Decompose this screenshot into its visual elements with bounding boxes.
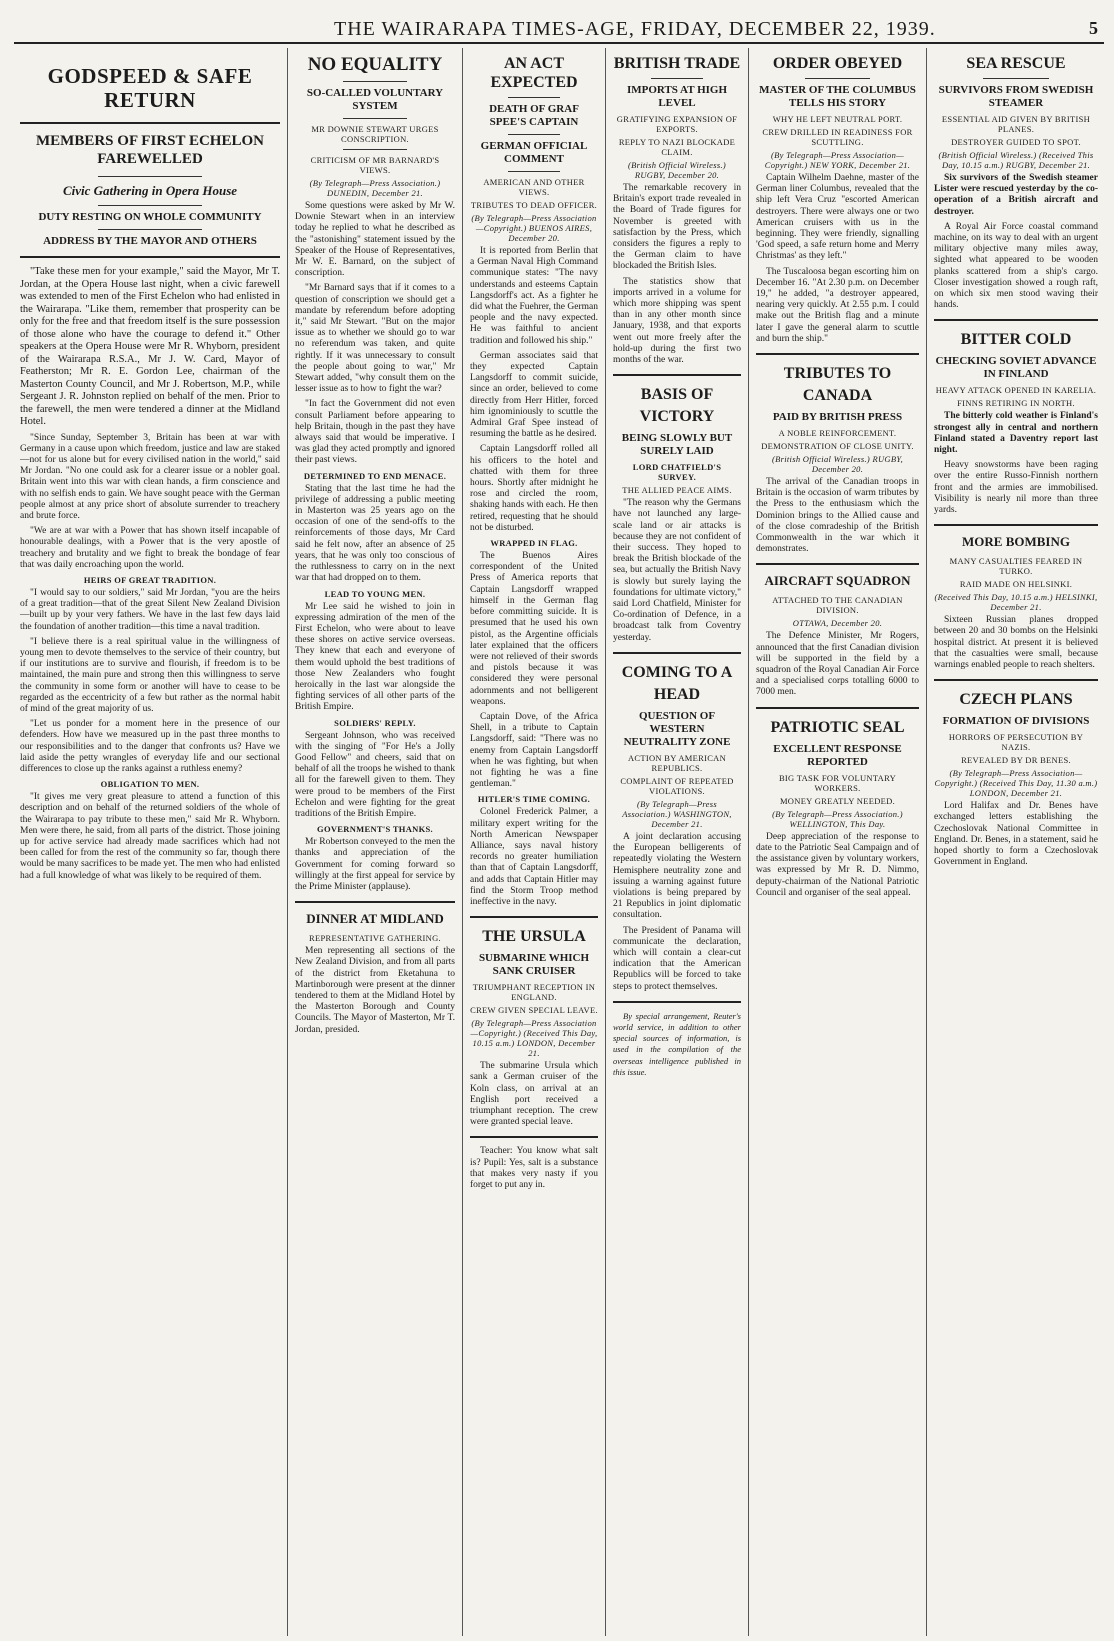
subhead: MASTER OF THE COLUMBUS TELLS HIS STORY: [759, 84, 916, 109]
headline-tributes-to-canada: TRIBUTES TO CANADA: [783, 365, 892, 405]
paragraph: Sixteen Russian planes dropped between 20 and 30 bombs on the Helsinki hospital district. At present it is believed that the casualties were small, because warnings enabled people to reach shelters.: [934, 615, 1098, 671]
dateline: (British Official Wireless.) RUGBY, December 20.: [627, 160, 727, 180]
headline-dinner: DINNER AT MIDLAND: [306, 911, 444, 927]
subhead: FORMATION OF DIVISIONS: [942, 715, 1090, 728]
subhead: PAID BY BRITISH PRESS: [772, 411, 903, 424]
divider: [20, 122, 280, 124]
paragraph: "Mr Barnard says that if it comes to a question of conscription we should get a mandate by referendum before adopting it," said Mr Stewart. "But on the major issue as to whether we should go to war no referendum was taken, and quite rightly. If it was unnecessary to consult the people about going to war," Mr Stewart added, "why consult them on the lesser issue as to how to fight the war?: [295, 283, 455, 395]
column-5: [750, 48, 925, 1636]
newspaper-title: THE WAIRARAPA TIMES-AGE, FRIDAY, DECEMBER 22, 1939.: [334, 18, 936, 40]
divider: [343, 118, 407, 119]
paragraph: "In fact the Government did not even consult Parliament before appearing to help Britain, though in the past they have always said that would be imperative. I was glad they acted promptly and ignored their past views.: [295, 399, 455, 466]
paragraph: Colonel Frederick Palmer, a military expert writing for the North American Newspaper Alliance, says naval history records no greater humiliation than that of Captain Langsdorff, and adds that Captain Hitler may find the Storm Troop method ineffective in the navy.: [470, 807, 598, 907]
column-rule: [287, 48, 288, 1636]
divider: [98, 176, 202, 177]
divider: [756, 563, 919, 565]
headline-patriotic-seal: PATRIOTIC SEAL: [770, 718, 905, 736]
paragraph: Some questions were asked by Mr W. Downie Stewart when in an interview today he replied to what he described as the "astonishing" statement issued by the Speaker of the House of Representatives, Mr W. E. Barnard, on the subject of conscription.: [295, 201, 455, 279]
subhead-address: ADDRESS BY THE MAYOR AND OTHERS: [43, 235, 257, 247]
paragraph: The remarkable recovery in Britain's export trade revealed in the Board of Trade figures for November is greeted with satisfaction by the Press, which considers the figures a reply to the German claim to have blockaded the British Isles.: [613, 183, 741, 272]
divider: [756, 707, 919, 709]
kicker: MR DOWNIE STEWART URGES CONSCRIPTION.: [311, 124, 439, 144]
subhead: CHECKING SOVIET ADVANCE IN FINLAND: [935, 355, 1097, 381]
dateline: (By Telegraph—Press Association—Copyright.) (Received This Day, 11.30 a.m.) LONDON, December 21.: [934, 768, 1098, 799]
column-rule: [748, 48, 749, 1636]
paragraph: "I believe there is a real spiritual value in the willingness of young men to devote themselves to the service of their country, but if our institutions are to survive and flourish, if freedom is to be maintained, the main pure and strong then this willingness to serve the community in some form or another will have to cease to be regarded as the eccentricity of a few but rather as the normal habit of mind of the great majority of us.: [20, 636, 280, 714]
kicker: HEAVY ATTACK OPENED IN KARELIA.: [935, 385, 1097, 396]
kicker: BIG TASK FOR VOLUNTARY WORKERS.: [778, 772, 897, 793]
divider: [805, 78, 870, 79]
divider: [295, 901, 455, 903]
paragraph: A joint declaration accusing the European belligerents of repeatedly violating the Western Hemisphere neutrality zone and issuing a warning against future violations is being prepared by 21 Republics in joint diplomatic consultation.: [613, 831, 741, 921]
kicker: MONEY GREATLY NEEDED.: [779, 795, 896, 806]
kicker: ESSENTIAL AID GIVEN BY BRITISH PLANES.: [941, 114, 1091, 134]
paragraph: Captain Wilhelm Daehne, master of the German liner Columbus, revealed that the ship left Vera Cruz "escorted American destroyers. There were always one or two American cruisers with us in the beginning. They were friendly, signalling 'God speed, a safe return home and Merry Christmas' as they left.": [756, 173, 919, 262]
paragraph: It is reported from Berlin that a German Naval High Command communique states: "The navy understands and esteems Captain Langsdorff's act. As a fighter he did what the Fuehrer, the German people and the navy expected. He was faithful to ancient tradition and followed his ship.": [470, 246, 598, 346]
column-1: [14, 48, 286, 1636]
column-2: [289, 48, 461, 1636]
paragraph: A Royal Air Force coastal command machine, on its way to deal with an urgent military objective many miles away, sighted what appeared to be wooden planks scattered from a ship's cargo. Closer investigation showed a rough raft, on which six men stood waving their hands.: [934, 221, 1098, 311]
kicker: ATTACHED TO THE CANADIAN DIVISION.: [772, 595, 903, 616]
dateline: (By Telegraph—Press Association—Copyright.) BUENOS AIRES, December 20.: [471, 213, 597, 243]
column-6: [928, 48, 1104, 1636]
headline-more-bombing: MORE BOMBING: [962, 534, 1070, 550]
dateline: (By Telegraph—Press Association.) DUNEDIN, December 21.: [309, 178, 441, 198]
divider: [983, 78, 1049, 79]
subhead: SO-CALLED VOLUNTARY SYSTEM: [306, 87, 444, 112]
paragraph: Heavy snowstorms have been raging over the entire Russo-Finnish northern front and the armies are immobilised. Visibility is nearly nil more than three yards.: [934, 460, 1098, 516]
reuters-note: By special arrangement, Reuter's world service, in addition to other special sources of information, is used in the compilation of the overseas intelligence published in this issue.: [613, 1010, 741, 1077]
paragraph: "The reason why the Germans have not launched any large-scale land or air attacks is because they are not confident of their success. They hoped to break the British blockade of the sea, but actually the British Navy is slowly but surely laying the foundations for ultimate victory," said Lord Chatfield, Minister for Co-ordination of Defence, in a broadcast talk from Coventry yesterday.: [613, 498, 741, 643]
column-rule: [462, 48, 463, 1636]
column-3: [464, 48, 604, 1636]
headline-first-echelon: MEMBERS OF FIRST ECHELON FAREWELLED: [36, 133, 264, 167]
divider: [613, 374, 741, 376]
paragraph: German associates said that they expected Captain Langsdorff to commit suicide, since an order, believed to come directly from Herr Hitler, forced him ignominiously to scuttle the Admiral Graf Spee instead of resuming the battle as he desired.: [470, 350, 598, 440]
kicker: REPRESENTATIVE GATHERING.: [309, 933, 441, 944]
paragraph: Captain Dove, of the Africa Shell, in a tribute to Captain Langsdorff, said: "There was no enemy from Captain Langsdorff when he was fighting, but when not fighting he was a fine gentleman.": [470, 711, 598, 790]
paragraph: Mr Robertson conveyed to the men the thanks and appreciation of the Government for coming forward so willingly at the first appeal for service by the Prime Minister (applause).: [295, 837, 455, 892]
kicker: LORD CHATFIELD'S SURVEY.: [632, 462, 722, 483]
kicker: RAID MADE ON HELSINKI.: [959, 579, 1073, 590]
subhead: DEATH OF GRAF SPEE'S CAPTAIN: [489, 103, 579, 128]
column-rule: [605, 48, 606, 1636]
section-heading: HITLER'S TIME COMING.: [477, 794, 591, 805]
paragraph: The Buenos Aires correspondent of the United Press of America reports that Captain Langsdorff wrapped himself in the German flag before committing suicide. It is presumed that he used his own pistol, as the Argentine officials later explained that the officers were not relieved of their swords and pistols because it was considered they were personal adornments and not belligerent weapons.: [470, 551, 598, 707]
section-heading: SOLDIERS' REPLY.: [334, 717, 416, 728]
kicker: DESTROYER GUIDED TO SPOT.: [951, 137, 1081, 147]
kicker: THE ALLIED PEACE AIMS.: [622, 485, 732, 496]
paragraph: Lord Halifax and Dr. Benes have exchanged letters establishing the Czechoslovak National Committee in England. Dr. Benes, in a statement, said he hoped shortly to form a Czechoslovak Government in England.: [934, 801, 1098, 868]
kicker: REPLY TO NAZI BLOCKADE CLAIM.: [618, 137, 736, 157]
divider: [934, 679, 1098, 681]
headline-coming-to-a-head: COMING TO A HEAD: [621, 663, 733, 703]
section-heading: DETERMINED TO END MENACE.: [303, 470, 447, 481]
dateline: (British Official Wireless.) RUGBY, December 20.: [772, 454, 903, 475]
dateline: (By Telegraph—Press Association.) WELLINGTON, This Day.: [772, 808, 903, 829]
page-number: 5: [1089, 18, 1098, 38]
headline-no-equality: NO EQUALITY: [307, 54, 443, 75]
kicker: TRIBUTES TO DEAD OFFICER.: [470, 200, 598, 210]
kicker: CREW DRILLED IN READINESS FOR SCUTTLING.: [762, 127, 913, 147]
divider: [508, 97, 559, 98]
divider: [98, 229, 202, 230]
subhead-civic: Civic Gathering in Opera House: [62, 183, 238, 198]
section-heading: WRAPPED IN FLAG.: [490, 538, 578, 549]
divider: [98, 205, 202, 206]
paragraph: Stating that the last time he had the privilege of addressing a public meeting in Masterton was 25 years ago on the occasion of one of the send-offs to the reinforcements of those days, Mr Card said he felt now, after an absence of 25 years, that he was only too conscious of the ruthlessness to carry on in the next war that had dropped on to them.: [295, 483, 455, 584]
kicker: GRATIFYING EXPANSION OF EXPORTS.: [616, 114, 738, 134]
kicker: AMERICAN AND OTHER VIEWS.: [483, 177, 585, 197]
subhead: IMPORTS AT HIGH LEVEL: [626, 84, 728, 109]
divider: [756, 353, 919, 355]
headline-basis-of-victory: BASIS OF VICTORY: [639, 386, 715, 426]
kicker: TRIUMPHANT RECEPTION IN ENGLAND.: [472, 982, 596, 1003]
divider: [508, 134, 559, 135]
paragraph: "I would say to our soldiers," said Mr Jordan, "you are the heirs of a great tradition—that of the great Silent New Zealand Division—built up by your very fathers. We have in the last few days laid the foundation of another tradition—this time a naval tradition.: [20, 587, 280, 632]
headline-sea-rescue: SEA RESCUE: [966, 55, 1066, 72]
paragraph: Mr Lee said he wished to join in expressing admiration of the men of the First Echelon, who were about to leave these shores on active service overseas. They knew that each and everyone of them would uphold the best traditions of those New Zealanders who fought heroically in the last war alongside the fighting services of all other parts of the British Empire.: [295, 601, 455, 713]
kicker: CRITICISM OF MR BARNARD'S VIEWS.: [310, 155, 440, 175]
paragraph: The Defence Minister, Mr Rogers, announced that the first Canadian division will be supported in the field by a squadron of the Royal Canadian Air Force and a specialised corps totalling 6000 to 7000 men.: [756, 631, 919, 698]
kicker: A NOBLE REINFORCEMENT.: [778, 428, 897, 439]
divider: [613, 1001, 741, 1003]
section-heading: HEIRS OF GREAT TRADITION.: [83, 574, 217, 585]
dateline: (By Telegraph—Press Association.) WASHINGTON, December 21.: [622, 798, 732, 829]
divider: [651, 78, 702, 79]
kicker: MANY CASUALTIES FEARED IN TURKO.: [949, 556, 1083, 577]
column-4: [607, 48, 747, 1636]
subhead: BEING SLOWLY BUT SURELY LAID: [621, 432, 733, 458]
headline-aircraft-squadron: AIRCRAFT SQUADRON: [764, 573, 911, 589]
divider: [508, 171, 559, 172]
headline-bitter-cold: BITTER COLD: [960, 331, 1072, 349]
subhead: QUESTION OF WESTERN NEUTRALITY ZONE: [623, 709, 731, 748]
headline-british-trade: BRITISH TRADE: [613, 55, 741, 72]
paragraph: The arrival of the Canadian troops in Britain is the occasion of warm tributes by the Press to the enthusiasm which the Dominion brings to the Allied cause and of the close comradeship of the British Commonwealth in the war which it demonstrates.: [756, 477, 919, 555]
divider: [613, 652, 741, 654]
section-heading: GOVERNMENT'S THANKS.: [317, 824, 433, 835]
column-rule: [926, 48, 927, 1636]
divider: [20, 256, 280, 258]
headline-czech-plans: CZECH PLANS: [959, 691, 1073, 709]
divider: [470, 1136, 598, 1138]
headline-order-obeyed: ORDER OBEYED: [772, 55, 903, 72]
masthead: [14, 14, 1104, 44]
headline-act-expected: AN ACT EXPECTED: [490, 55, 578, 91]
headline-ursula: THE URSULA: [482, 928, 586, 946]
paragraph: The statistics show that imports arrived in a volume for which more shipping was spent than in any other month since January, 1938, and that exports went out more freely after the hold-up during the first two months of the war.: [613, 276, 741, 366]
divider: [343, 81, 407, 82]
subhead: GERMAN OFFICIAL COMMENT: [480, 140, 588, 165]
paragraph: The President of Panama will communicate the declaration, which will contain a clear-cut indication that the American Republics will be forced to take steps to protect themselves.: [613, 925, 741, 992]
dateline: OTTAWA, December 20.: [792, 618, 883, 629]
kicker: ACTION BY AMERICAN REPUBLICS.: [627, 752, 727, 773]
paragraph: Captain Langsdorff rolled all his officers to the hotel and chatted with them for three hours. Shortly after midnight he rose and circled the room, shaking hands with each. He then retired, requesting that he should not be disturbed.: [470, 444, 598, 533]
dateline: (British Official Wireless.) (Received This Day, 10.15 a.m.) RUGBY, December 21.: [938, 150, 1094, 170]
article-intro: "Take these men for your example," said the Mayor, Mr T. Jordan, at the Opera House last night, when a civic farewell was extended to men of the First Echelon who had enlisted in the Wairarapa. "Like them, remember that prosperity can be only for the free and that freedom itself is the sure possession of those alone who have the courage to defend it." Other speakers at the Opera House were Mr R. Whyborn, president of the Wairarapa R.S.A., Mr J. W. Card, Mayor of Featherston; Mr R. E. Gordon Lee, chairman of the Masterton County Council, and Mr J. Robertson, M.P., while Sergeant J. R. Johnston replied on behalf of the men. Prior to the farewell, the men were tendered a dinner at the Midland Hotel.: [20, 266, 280, 427]
paragraph: "It gives me very great pleasure to attend a function of this description and on behalf of the returned soldiers of the whole of the Wairarapa to pay tribute to these men," said Mr R. Whyborn. Men were there, he said, from all parts of the district. Those joining up for active service had already made sacrifices which had not been called for from the rest of the community so far, though there would be many sacrifices to be made yet. The men who had enlisted had a full knowledge of what was likely to be required of them.: [20, 792, 280, 881]
paragraph: Men representing all sections of the New Zealand Division, and from all parts of the district from Eketahuna to Martinborough were present at the dinner tendered to them at the Midland Hotel by the Masterton Borough and County Councils. The Mayor of Masterton, Mr T. Jordan, presided.: [295, 946, 455, 1035]
subhead: EXCELLENT RESPONSE REPORTED: [773, 742, 902, 768]
divider: [934, 524, 1098, 526]
paragraph: "We are at war with a Power that has shown itself incapable of honourable dealings, with a Power that is the very apostle of treachery and brutality and we fight to break the bondage of fear that was daily encroaching upon the world.: [20, 526, 280, 570]
paragraph: The Tuscaloosa began escorting him on December 16. "At 2.30 p.m. on December 19," he added, "a destroyer appeared, nearing very quickly. At 2.55 p.m. I could make out the British flag and a minute later I gave the general alarm to scuttle and burn the ship.": [756, 266, 919, 344]
divider: [934, 319, 1098, 321]
filler-joke: Teacher: You know what salt is? Pupil: Yes, salt is a substance that makes very nasty if you forget to put any in.: [470, 1146, 598, 1190]
kicker: COMPLAINT OF REPEATED VIOLATIONS.: [620, 775, 734, 796]
kicker: DEMONSTRATION OF CLOSE UNITY.: [761, 441, 914, 452]
divider: [343, 149, 407, 150]
dateline: (By Telegraph—Press Association—Copyright.) (Received This Day, 10.15 a.m.) LONDON, December 21.: [470, 1018, 598, 1059]
subhead: SURVIVORS FROM SWEDISH STEAMER: [938, 84, 1094, 109]
subhead: SUBMARINE WHICH SANK CRUISER: [478, 952, 590, 978]
headline-godspeed: GODSPEED & SAFE RETURN: [47, 64, 253, 112]
paragraph: The bitterly cold weather is Finland's strongest ally in central and northern Finland stated a Daventry report last night.: [934, 411, 1098, 456]
paragraph: Deep appreciation of the response to date to the Patriotic Seal Campaign and of the assistance given by voluntary workers, was expressed by Mr R. D. Nimmo, deputy-chairman of the National Patriotic Council and organiser of the seal appeal.: [756, 831, 919, 898]
kicker: CREW GIVEN SPECIAL LEAVE.: [470, 1005, 598, 1016]
kicker: WHY HE LEFT NEUTRAL PORT.: [772, 114, 903, 124]
section-heading: LEAD TO YOUNG MEN.: [324, 588, 426, 599]
kicker: REVEALED BY DR BENES.: [961, 755, 1071, 766]
paragraph: Six survivors of the Swedish steamer Lister were rescued yesterday by the co-operation of a British aircraft and destroyer.: [934, 173, 1098, 217]
divider: [470, 916, 598, 918]
paragraph: The submarine Ursula which sank a German cruiser of the Koln class, on arrival at an English port received a triumphant reception. The crew were granted special leave.: [470, 1061, 598, 1128]
paragraph: Sergeant Johnson, who was received with the singing of "For He's a Jolly Good Fellow" and cheers, said that on behalf of all the troops he wished to thank all for the farewell given to them. They were proud to be members of the First Echelon and were fighting for the great traditions of the British Empire.: [295, 730, 455, 819]
dateline: (By Telegraph—Press Association—Copyright.) NEW YORK, December 21.: [764, 150, 911, 170]
kicker: HORRORS OF PERSECUTION BY NAZIS.: [948, 732, 1084, 753]
dateline: (Received This Day, 10.15 a.m.) HELSINKI, December 21.: [934, 592, 1098, 613]
subhead-duty: DUTY RESTING ON WHOLE COMMUNITY: [38, 211, 262, 223]
paragraph: "Since Sunday, September 3, Britain has been at war with Germany in a cause upon which freedom, justice and law are staked—not for us alone but for every civilised nation in the world," said Mr Jordan. "No one could ask for a clearer issue or a nobler goal. Britain went into this war with clean hands, a firm conscience and with no selfish ends to gain. We have sought peace with the German people almost at any price short of absolute surrender to treachery and brute force.: [20, 432, 280, 521]
paragraph: "Let us ponder for a moment here in the presence of our defenders. How have we measured up in the past three months to our responsibilities and to the danger that confronts us? Have we laid aside the petty wrangles of everyday life and our sectional differences to close up the ranks against a ruthless enemy?: [20, 719, 280, 774]
section-heading: OBLIGATION TO MEN.: [100, 779, 200, 790]
kicker: FINNS RETIRING IN NORTH.: [957, 398, 1075, 409]
